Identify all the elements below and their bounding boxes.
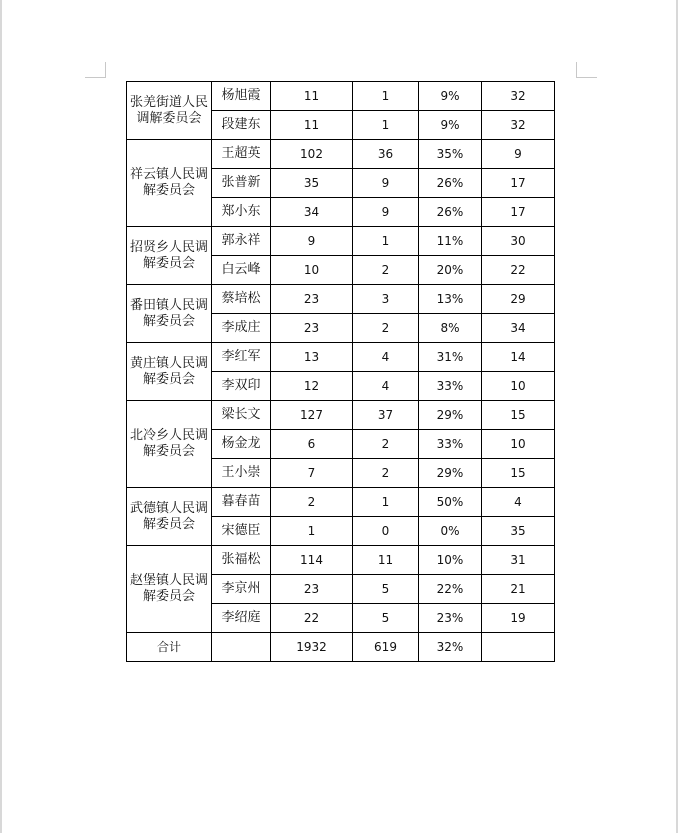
count-cell: 36 xyxy=(353,140,419,169)
count-cell: 4 xyxy=(353,343,419,372)
percent-cell: 31% xyxy=(419,343,482,372)
count-cell: 7 xyxy=(271,459,353,488)
count-cell: 23 xyxy=(271,285,353,314)
mediator-name-cell: 梁长文 xyxy=(212,401,271,430)
percent-cell: 9% xyxy=(419,111,482,140)
count-cell: 2 xyxy=(353,256,419,285)
percent-cell: 35% xyxy=(419,140,482,169)
mediator-name-cell: 王小崇 xyxy=(212,459,271,488)
count-cell: 9 xyxy=(353,198,419,227)
count-cell: 5 xyxy=(353,575,419,604)
count-cell: 23 xyxy=(271,314,353,343)
percent-cell: 33% xyxy=(419,372,482,401)
mediator-name-cell: 杨金龙 xyxy=(212,430,271,459)
percent-cell: 23% xyxy=(419,604,482,633)
rank-cell: 17 xyxy=(482,198,555,227)
rank-cell: 15 xyxy=(482,401,555,430)
total-label-cell: 合计 xyxy=(127,633,212,662)
count-cell: 23 xyxy=(271,575,353,604)
count-cell: 34 xyxy=(271,198,353,227)
org-name-cell: 黄庄镇人民调解委员会 xyxy=(127,343,212,401)
rank-cell: 30 xyxy=(482,227,555,256)
total-percent-cell: 32% xyxy=(419,633,482,662)
percent-cell: 33% xyxy=(419,430,482,459)
table-row xyxy=(127,546,555,575)
mediation-stats-table xyxy=(126,81,555,662)
count-cell: 12 xyxy=(271,372,353,401)
table-row xyxy=(127,285,555,314)
count-cell: 1 xyxy=(271,517,353,546)
rank-cell: 29 xyxy=(482,285,555,314)
total-count-cell: 1932 xyxy=(271,633,353,662)
percent-cell: 20% xyxy=(419,256,482,285)
table-row xyxy=(127,488,555,517)
total-name-cell xyxy=(212,633,271,662)
count-cell: 2 xyxy=(353,459,419,488)
mediator-name-cell: 王超英 xyxy=(212,140,271,169)
percent-cell: 22% xyxy=(419,575,482,604)
percent-cell: 29% xyxy=(419,459,482,488)
count-cell: 37 xyxy=(353,401,419,430)
mediator-name-cell: 杨旭霞 xyxy=(212,82,271,111)
count-cell: 22 xyxy=(271,604,353,633)
count-cell: 1 xyxy=(353,82,419,111)
percent-cell: 50% xyxy=(419,488,482,517)
percent-cell: 13% xyxy=(419,285,482,314)
percent-cell: 0% xyxy=(419,517,482,546)
table-row xyxy=(127,401,555,430)
count-cell: 1 xyxy=(353,227,419,256)
mediator-name-cell: 段建东 xyxy=(212,111,271,140)
mediator-name-cell: 郑小东 xyxy=(212,198,271,227)
total-rank-cell xyxy=(482,633,555,662)
mediator-name-cell: 张福松 xyxy=(212,546,271,575)
count-cell: 11 xyxy=(271,82,353,111)
percent-cell: 26% xyxy=(419,169,482,198)
mediator-name-cell: 郭永祥 xyxy=(212,227,271,256)
rank-cell: 15 xyxy=(482,459,555,488)
org-name-cell: 招贤乡人民调解委员会 xyxy=(127,227,212,285)
count-cell: 9 xyxy=(271,227,353,256)
count-cell: 2 xyxy=(271,488,353,517)
org-name-cell: 张羌街道人民调解委员会 xyxy=(127,82,212,140)
org-name-cell: 北冷乡人民调解委员会 xyxy=(127,401,212,488)
mediator-name-cell: 蔡培松 xyxy=(212,285,271,314)
count-cell: 6 xyxy=(271,430,353,459)
count-cell: 3 xyxy=(353,285,419,314)
percent-cell: 29% xyxy=(419,401,482,430)
table-row xyxy=(127,227,555,256)
count-cell: 10 xyxy=(271,256,353,285)
count-cell: 1 xyxy=(353,111,419,140)
org-name-cell: 番田镇人民调解委员会 xyxy=(127,285,212,343)
mediator-name-cell: 李京州 xyxy=(212,575,271,604)
org-name-cell: 赵堡镇人民调解委员会 xyxy=(127,546,212,633)
percent-cell: 11% xyxy=(419,227,482,256)
rank-cell: 14 xyxy=(482,343,555,372)
rank-cell: 32 xyxy=(482,111,555,140)
rank-cell: 32 xyxy=(482,82,555,111)
mediator-name-cell: 李红军 xyxy=(212,343,271,372)
percent-cell: 9% xyxy=(419,82,482,111)
count-cell: 11 xyxy=(353,546,419,575)
count-cell: 102 xyxy=(271,140,353,169)
mediator-name-cell: 宋德臣 xyxy=(212,517,271,546)
rank-cell: 22 xyxy=(482,256,555,285)
rank-cell: 19 xyxy=(482,604,555,633)
count-cell: 35 xyxy=(271,169,353,198)
table-row xyxy=(127,343,555,372)
count-cell: 5 xyxy=(353,604,419,633)
mediator-name-cell: 李双印 xyxy=(212,372,271,401)
total-row xyxy=(127,633,555,662)
rank-cell: 4 xyxy=(482,488,555,517)
count-cell: 11 xyxy=(271,111,353,140)
count-cell: 127 xyxy=(271,401,353,430)
count-cell: 4 xyxy=(353,372,419,401)
page-edge-left xyxy=(0,0,2,833)
mediator-name-cell: 李成庄 xyxy=(212,314,271,343)
count-cell: 9 xyxy=(353,169,419,198)
mediator-name-cell: 白云峰 xyxy=(212,256,271,285)
mediator-name-cell: 暮春苗 xyxy=(212,488,271,517)
rank-cell: 9 xyxy=(482,140,555,169)
table-body xyxy=(127,82,555,662)
rank-cell: 10 xyxy=(482,430,555,459)
count-cell: 2 xyxy=(353,314,419,343)
table-row xyxy=(127,140,555,169)
rank-cell: 17 xyxy=(482,169,555,198)
count-cell: 114 xyxy=(271,546,353,575)
org-name-cell: 祥云镇人民调解委员会 xyxy=(127,140,212,227)
table-row xyxy=(127,82,555,111)
percent-cell: 8% xyxy=(419,314,482,343)
org-name-cell: 武德镇人民调解委员会 xyxy=(127,488,212,546)
mediator-name-cell: 张普新 xyxy=(212,169,271,198)
percent-cell: 10% xyxy=(419,546,482,575)
rank-cell: 35 xyxy=(482,517,555,546)
crop-mark-top-left xyxy=(85,62,106,78)
count-cell: 2 xyxy=(353,430,419,459)
count-cell: 0 xyxy=(353,517,419,546)
crop-mark-top-right xyxy=(576,62,597,78)
total-count-cell: 619 xyxy=(353,633,419,662)
rank-cell: 10 xyxy=(482,372,555,401)
percent-cell: 26% xyxy=(419,198,482,227)
rank-cell: 34 xyxy=(482,314,555,343)
rank-cell: 21 xyxy=(482,575,555,604)
mediator-name-cell: 李绍庭 xyxy=(212,604,271,633)
rank-cell: 31 xyxy=(482,546,555,575)
count-cell: 13 xyxy=(271,343,353,372)
count-cell: 1 xyxy=(353,488,419,517)
